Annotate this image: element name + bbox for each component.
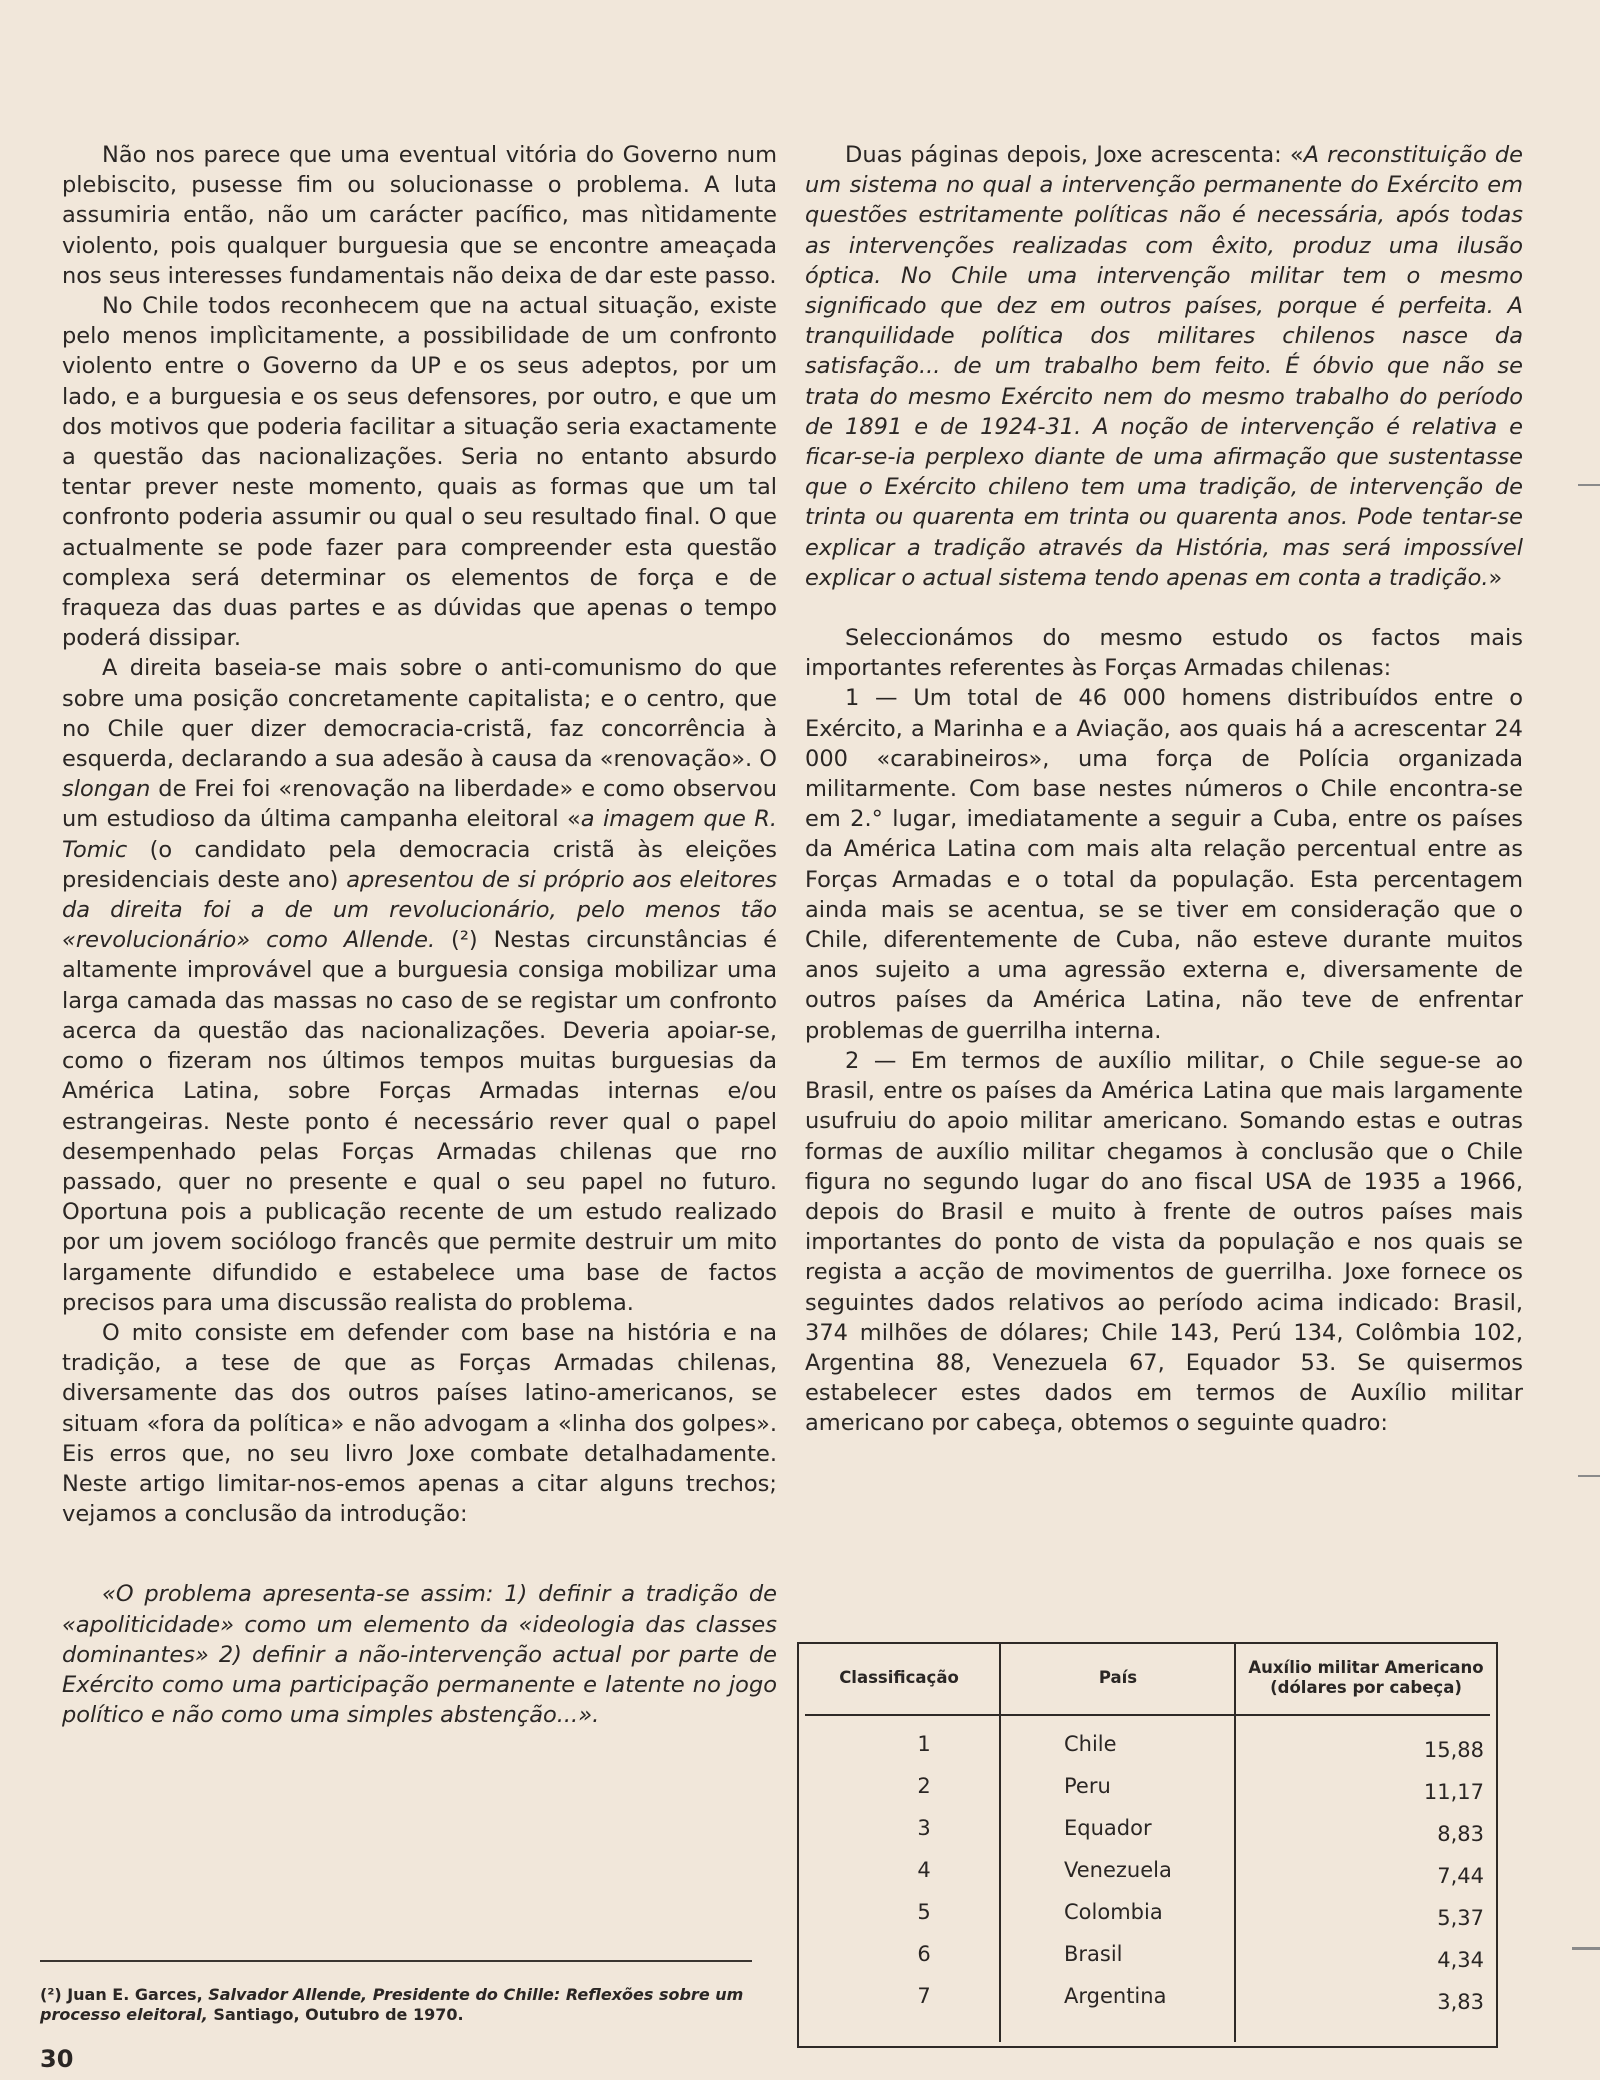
table-row bbox=[799, 1774, 1496, 1806]
footnote-author: Juan E. Garces, bbox=[67, 1985, 209, 2004]
cell-country: Colombia bbox=[1064, 1900, 1163, 1924]
cell-country: Venezuela bbox=[1064, 1858, 1172, 1882]
cell-rank: 4 bbox=[917, 1858, 931, 1882]
table-row bbox=[799, 1732, 1496, 1764]
cell-aid: 8,83 bbox=[1437, 1822, 1484, 1846]
paragraph: 2 — Em termos de auxílio militar, o Chile segue-se ao Brasil, entre os países da América Latina que mais largamente usufruiu do apoio militar americano. Somando estas e outras formas de auxílio militar chegamos à conclusão que o Chile figura no segundo lugar do ano fiscal USA de 1935 a 1966, depois do Brasil e muito à frente de outros países mais importantes do ponto de vista da população e nos quais se regista a acção de movimentos de guerrilha. Joxe fornece os seguintes dados relativos ao período acima indicado: Brasil, 374 milhões de dólares; Chile 143, Perú 134, Colômbia 102, Argentina 88, Venezuela 67, Equador 53. Se quisermos estabelecer estes dados em termos de Auxílio militar americano por cabeça, obtemos o seguinte quadro: bbox=[805, 1047, 1523, 1437]
table-row bbox=[799, 1858, 1496, 1890]
header-rank: Classificação bbox=[839, 1668, 959, 1687]
cell-aid: 5,37 bbox=[1437, 1906, 1484, 1930]
text-run: (o candidato pela democracia cristã às eleições presidenciais deste ano) bbox=[62, 836, 777, 893]
cell-rank: 7 bbox=[917, 1984, 931, 2008]
cell-rank: 1 bbox=[917, 1732, 931, 1756]
footnote-reference: (²) bbox=[435, 927, 494, 954]
paragraph: No Chile todos reconhecem que na actual situação, existe pelo menos implìcitamente, a possibilidade de um confronto violento entre o Governo da UP e os seus adeptos, por um lado, e a burguesia e os seus defensores, por outro, e que um dos motivos que poderia facilitar a situação seria exactamente a questão das nacionalizações. Seria no entanto absurdo tentar prever neste momento, quais as formas que um tal confronto poderia assumir ou qual o seu resultado final. O que actualmente se pode fazer para compreender esta questão complexa será determinar os elementos de força e de fraqueza das duas partes e as dúvidas que apenas o tempo poderá dissipar. bbox=[62, 293, 777, 652]
left-column bbox=[62, 140, 777, 1730]
table-row bbox=[799, 1984, 1496, 2016]
footnote bbox=[40, 1985, 752, 2025]
cell-country: Brasil bbox=[1064, 1942, 1123, 1966]
table-row bbox=[799, 1942, 1496, 1974]
cell-aid: 15,88 bbox=[1423, 1738, 1484, 1762]
paragraph bbox=[62, 653, 777, 1317]
footnote-marker: (²) bbox=[40, 1985, 68, 2004]
table-row bbox=[799, 1816, 1496, 1848]
text-run-italic: a imagem que R. Tomic bbox=[62, 806, 777, 863]
footnote-rest: Santiago, Outubro de 1970. bbox=[207, 2005, 464, 2024]
cell-country: Chile bbox=[1064, 1732, 1117, 1756]
text-run-italic: apresentou de si próprio aos eleitores da direita foi a de um revolucionário, pelo menos tão «revolucionário» como Allende. bbox=[62, 866, 777, 954]
margin-mark bbox=[1578, 1475, 1600, 1477]
cell-country: Argentina bbox=[1064, 1984, 1167, 2008]
header-aid bbox=[1237, 1644, 1495, 1712]
cell-aid: 11,17 bbox=[1423, 1780, 1484, 1804]
text-run: Duas páginas depois, Joxe acrescenta: « bbox=[845, 142, 1304, 168]
header-aid-line1: Auxílio militar Americano bbox=[1248, 1658, 1484, 1677]
cell-rank: 5 bbox=[917, 1900, 931, 1924]
text-run: Nestas circunstâncias é altamente improvável que a burguesia consiga mobilizar uma larga camada das massas no caso de se registar um confronto acerca da questão das nacionalizações. Deveria apoiar-se, como o fizeram nos últimos tempos muitas burguesias da América Latina, sobre Forças Armadas internas e/ou estrangeiras. Neste ponto é necessário rever qual o papel desempenhado pelas Forças Armadas chilenas que rno passado, quer no presente e qual o seu papel no futuro. Oportuna pois a publicação recente de um estudo realizado por um jovem sociólogo francês que permite destruir um mito largamente difundido e estabelece uma base de factos precisos para uma discussão realista do problema. bbox=[62, 927, 777, 1316]
cell-rank: 6 bbox=[917, 1942, 931, 1966]
text-run-italic: A reconstituição de um sistema no qual a intervenção permanente do Exército em questões estritamente políticas não é necessária, após todas as intervenções realizadas com êxito, produz uma ilusão óptica. No Chile uma intervenção militar tem o mesmo significado que dez em outros países, porque é perfeita. A tranquilidade política dos militares chilenos nasce da satisfação... de um trabalho bem feito. É óbvio que não se trata do mesmo Exército nem do mesmo trabalho do período de 1891 e de 1924-31. A noção de intervenção é relativa e ficar-se-ia perplexo diante de uma afirmação que sustentasse que o Exército chileno tem uma tradição, de intervenção de trinta ou quarenta em trinta ou quarenta anos. Pode tentar-se explicar a tradição através da História, mas será impossível explicar o actual sistema tendo apenas em conta a tradição. bbox=[805, 142, 1523, 591]
paragraph: Seleccionámos do mesmo estudo os factos mais importantes referentes às Forças Armadas chilenas: bbox=[805, 625, 1523, 682]
text-run-italic: slongan bbox=[62, 776, 151, 803]
page-number: 30 bbox=[40, 2045, 74, 2073]
footnote-title: Salvador Allende, Presidente do Chille: Reflexões sobre um processo eleitoral, bbox=[40, 1985, 744, 2024]
cell-rank: 2 bbox=[917, 1774, 931, 1798]
cell-aid: 7,44 bbox=[1437, 1864, 1484, 1888]
paragraph: Não nos parece que uma eventual vitória do Governo num plebiscito, pusesse fim ou solucionasse o problema. A luta assumiria então, não um carácter pacífico, mas nìtidamente violento, pois qualquer burguesia que se encontre ameaçada nos seus interesses fundamentais não deixa de dar este passo. bbox=[62, 142, 777, 289]
paragraph bbox=[805, 140, 1523, 593]
cell-aid: 3,83 bbox=[1437, 1990, 1484, 2014]
text-run: de Frei foi «renovação na liberdade» e como observou um estudioso da última campanha eleitoral « bbox=[62, 776, 777, 833]
cell-country: Equador bbox=[1064, 1816, 1152, 1840]
paragraph: O mito consiste em defender com base na história e na tradição, a tese de que as Forças Armadas chilenas, diversamente das dos outros países latino-americanos, se situam «fora da política» e não advogam a «linha dos golpes». Eis erros que, no seu livro Joxe combate detalhadamente. Neste artigo limitar-nos-emos apenas a citar alguns trechos; vejamos a conclusão da introdução: bbox=[62, 1319, 777, 1528]
cell-rank: 3 bbox=[917, 1816, 931, 1840]
header-rule bbox=[805, 1714, 1490, 1716]
table-row bbox=[799, 1900, 1496, 1932]
margin-mark bbox=[1572, 1947, 1600, 1950]
right-column bbox=[805, 140, 1523, 1439]
aid-table bbox=[797, 1642, 1498, 2048]
footnote-rule bbox=[40, 1960, 752, 1962]
paragraph: 1 — Um total de 46 000 homens distribuídos entre o Exército, a Marinha e a Aviação, aos quais há a acrescentar 24 000 «carabineiros», uma força de Polícia organizada militarmente. Com base nestes números o Chile encontra-se em 2.° lugar, imediatamente a seguir a Cuba, entre os países da América Latina com mais alta relação percentual entre as Forças Armadas e o total da população. Esta percentagem ainda mais se acentua, se se tiver em consideração que o Chile, diferentemente de Cuba, não esteve durante muitos anos sujeito a uma agressão externa e, diversamente de outros países da América Latina, não teve de enfrentar problemas de guerrilha interna. bbox=[805, 685, 1523, 1044]
margin-mark bbox=[1578, 484, 1600, 486]
text-run: » bbox=[1488, 564, 1503, 591]
text-run: A direita baseia-se mais sobre o anti-comunismo do que sobre uma posição concretamente capitalista; e o centro, que no Chile quer dizer democracia-cristã, faz concorrência à esquerda, declarando a sua adesão à causa da «renovação». O bbox=[62, 655, 777, 773]
cell-aid: 4,34 bbox=[1437, 1948, 1484, 1972]
block-quote: «O problema apresenta-se assim: 1) definir a tradição de «apoliticidade» como um elemento da «ideologia das classes dominantes» 2) definir a não-intervenção actual por parte de Exército como uma participação permanente e latente no jogo político e não como uma simples abstenção...». bbox=[62, 1581, 777, 1729]
header-aid-line2: (dólares por cabeça) bbox=[1270, 1678, 1462, 1697]
header-country: País bbox=[1098, 1668, 1138, 1687]
cell-country: Peru bbox=[1064, 1774, 1111, 1798]
